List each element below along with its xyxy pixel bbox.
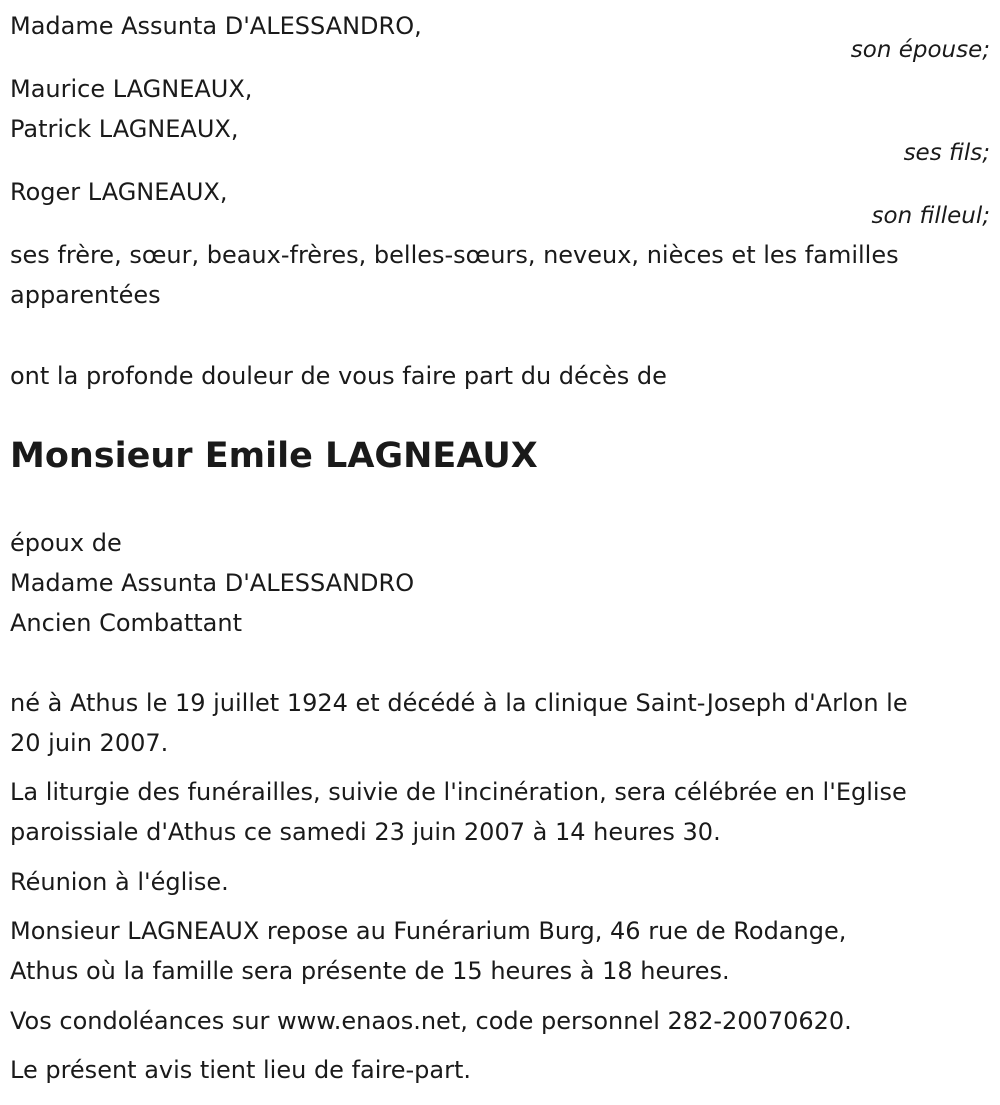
deceased-name: Monsieur Emile LAGNEAUX <box>10 436 538 476</box>
spouse-role: son épouse; <box>850 37 990 63</box>
son-1-line: Maurice LAGNEAUX, <box>10 75 253 103</box>
spouse-line: Madame Assunta D'ALESSANDRO, <box>10 12 422 40</box>
announcement-line: ont la profonde douleur de vous faire part du décès de <box>10 362 667 390</box>
liturgy-line-2: paroissiale d'Athus ce samedi 23 juin 2007 à 14 heures 30. <box>10 818 721 846</box>
godson-role: son filleul; <box>871 203 990 229</box>
spouse-intro: époux de <box>10 529 122 557</box>
relatives-line-1: ses frère, sœur, beaux-frères, belles-sœurs, neveux, nièces et les familles <box>10 241 899 269</box>
meeting-line: Réunion à l'église. <box>10 868 229 896</box>
godson-line: Roger LAGNEAUX, <box>10 178 228 206</box>
relatives-line-2: apparentées <box>10 281 161 309</box>
son-2-line: Patrick LAGNEAUX, <box>10 115 239 143</box>
liturgy-line-1: La liturgie des funérailles, suivie de l'incinération, sera célébrée en l'Eglise <box>10 778 907 806</box>
deceased-spouse-name: Madame Assunta D'ALESSANDRO <box>10 569 415 597</box>
condolences-line: Vos condoléances sur www.enaos.net, code personnel 282-20070620. <box>10 1007 852 1035</box>
birth-death-line-1: né à Athus le 19 juillet 1924 et décédé à la clinique Saint-Joseph d'Arlon le <box>10 689 908 717</box>
funerarium-line-1: Monsieur LAGNEAUX repose au Funérarium Burg, 46 rue de Rodange, <box>10 917 847 945</box>
birth-death-line-2: 20 juin 2007. <box>10 729 169 757</box>
deceased-title: Ancien Combattant <box>10 609 243 637</box>
sons-role: ses fils; <box>903 140 990 166</box>
notice-line: Le présent avis tient lieu de faire-part. <box>10 1056 472 1084</box>
funerarium-line-2: Athus où la famille sera présente de 15 heures à 18 heures. <box>10 957 730 985</box>
